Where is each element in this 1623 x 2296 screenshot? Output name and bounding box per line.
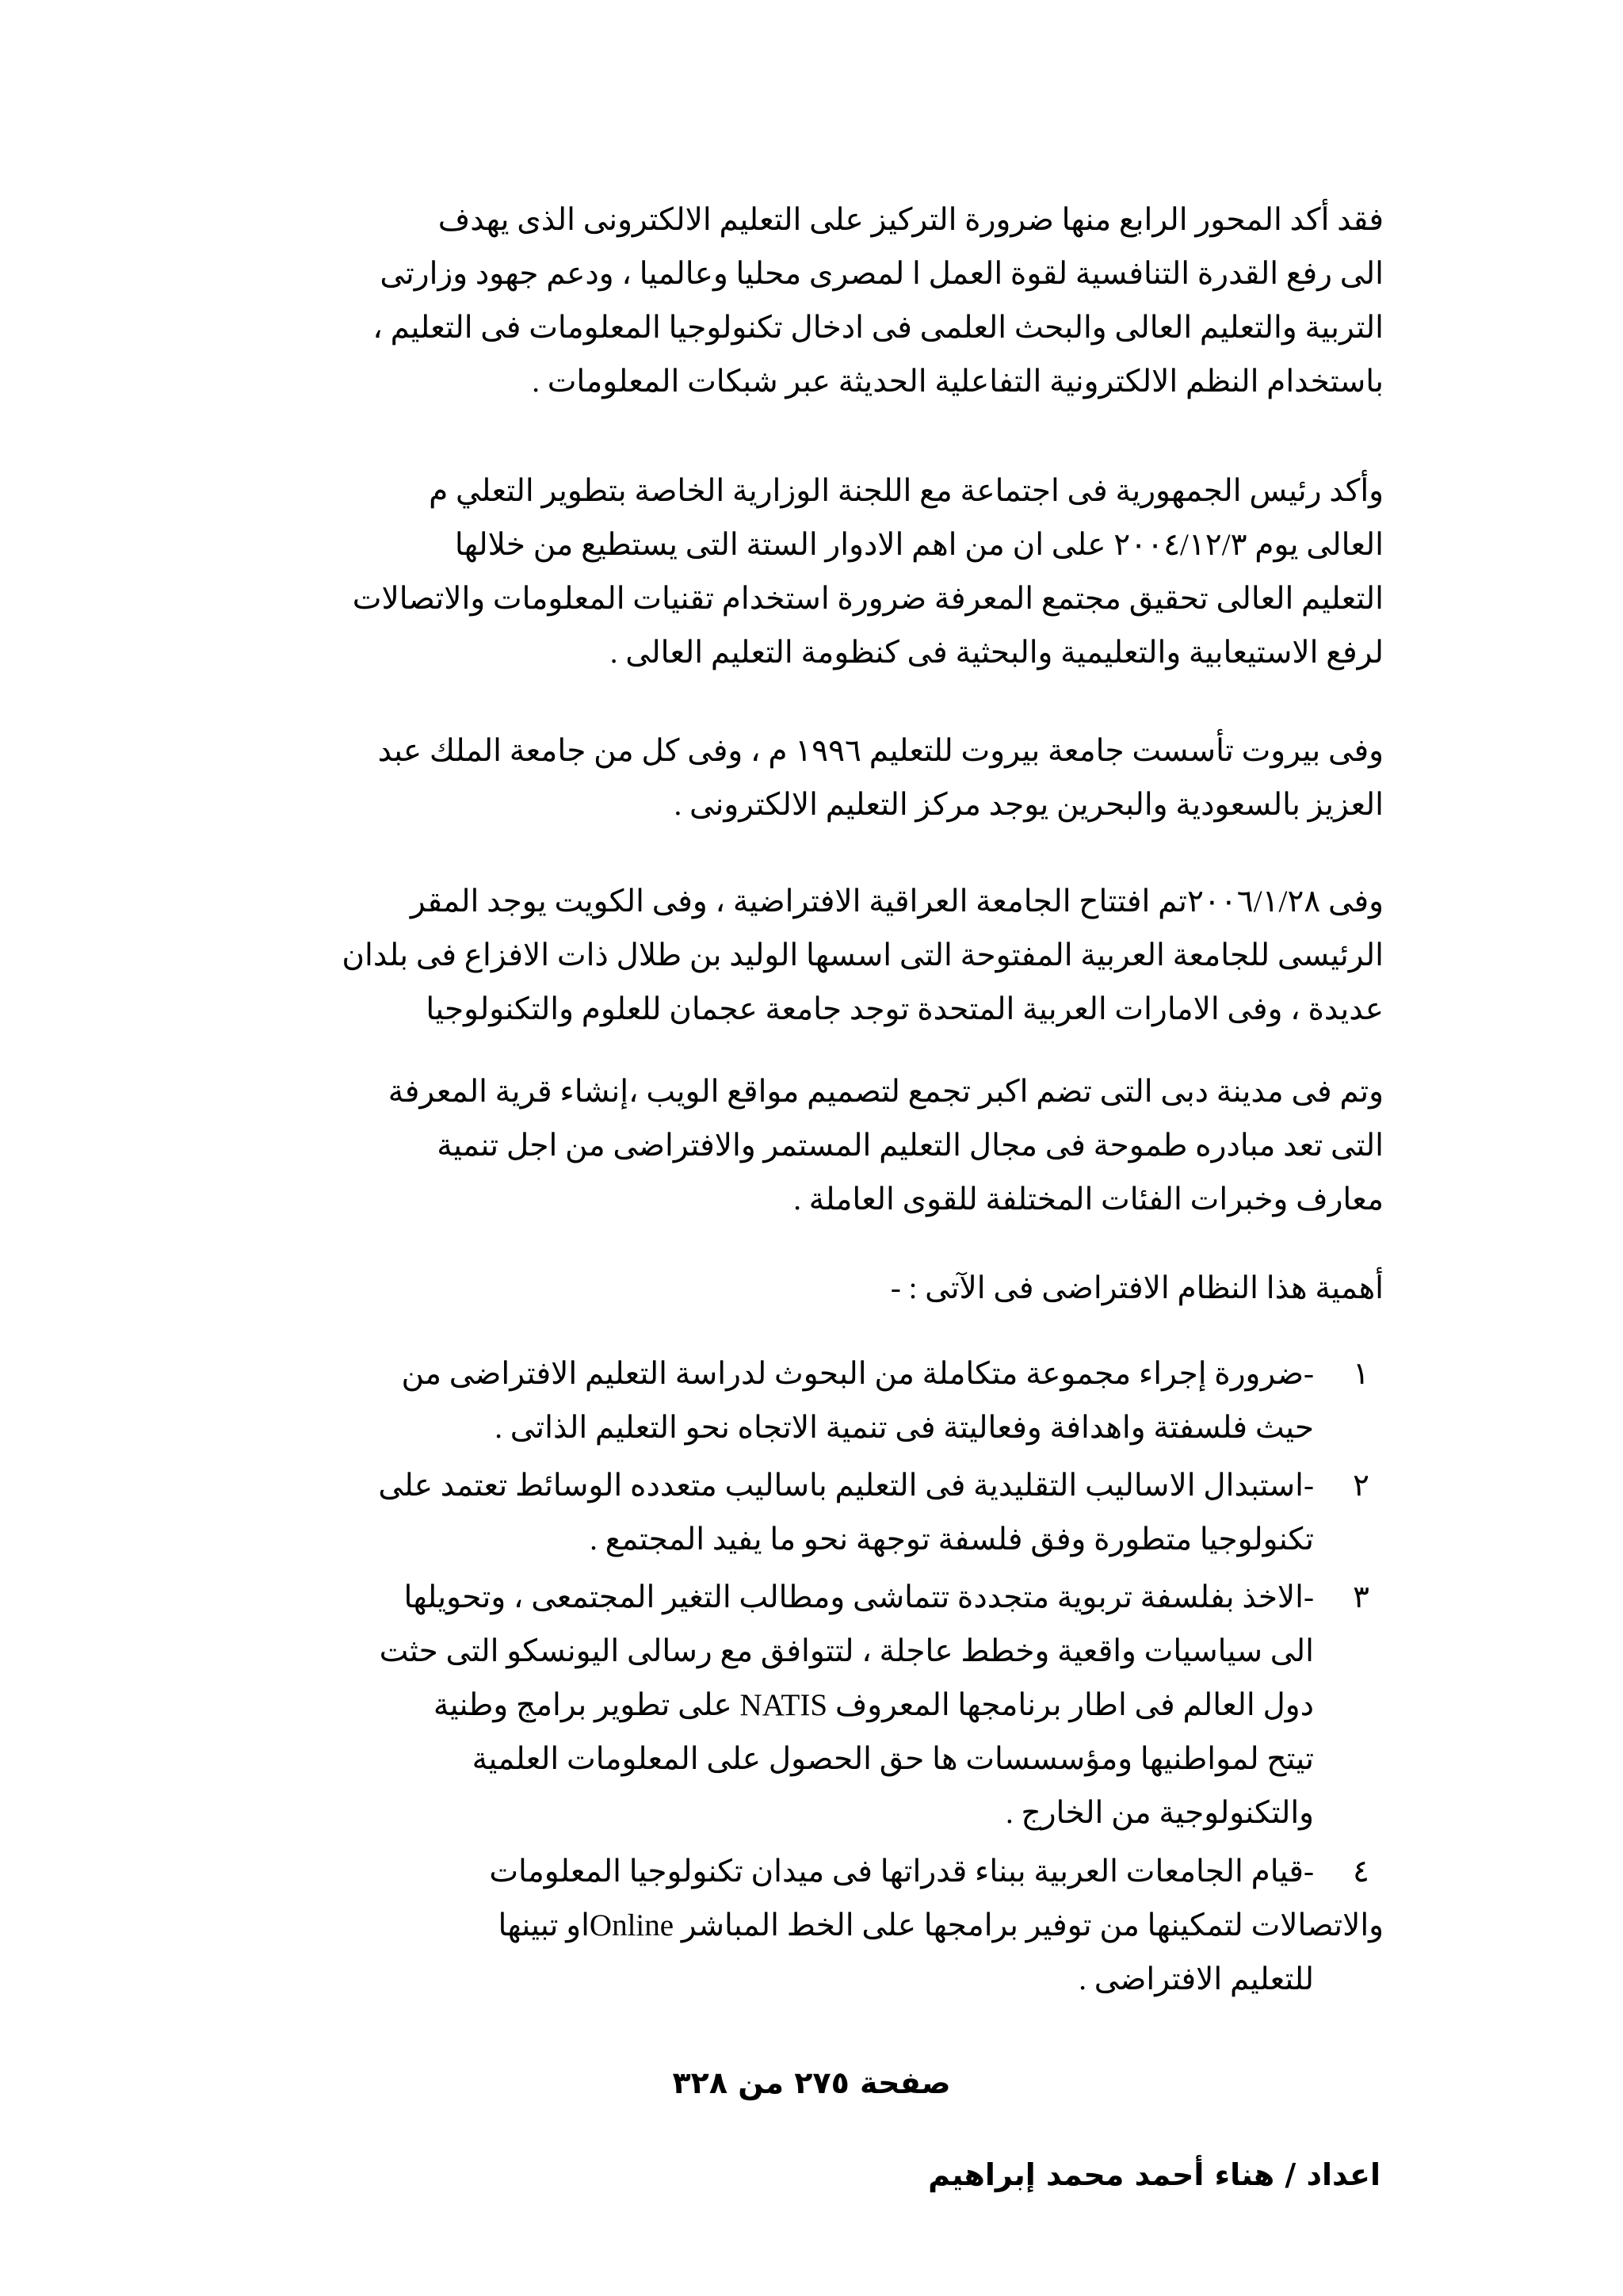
list-item-4-tail xyxy=(1079,1953,1314,2007)
list-number: ٣ xyxy=(1353,1580,1369,1614)
text-line: دول العالم فى اطار برنامجها المعروف NATIS على تطوير برامج وطنية xyxy=(433,1688,1314,1722)
text-line: والاتصالات لتمكينها من توفير برامجها على الخط المباشر Onlineاو تبينها xyxy=(498,1908,1384,1943)
text-line: -قيام الجامعات العربية ببناء قدراتها فى ميدان تكنولوجيا المعلومات xyxy=(489,1855,1314,1889)
text-line: تكنولوجيا متطورة وفق فلسفة توجهة نحو ما يفيد المجتمع . xyxy=(590,1522,1314,1557)
list-number: ١ xyxy=(1353,1357,1369,1391)
text-line: وتم فى مدينة دبى التى تضم اكبر تجمع لتصميم مواقع الويب ،إنشاء قرية المعرفة xyxy=(388,1075,1384,1109)
list-number: ٤ xyxy=(1353,1855,1369,1889)
text-line: وأكد رئيس الجمهورية فى اجتماعة مع اللجنة الوزارية الخاصة بتطوير التعلي م xyxy=(429,474,1384,508)
page-number: صفحة ٢٧٥ من ٣٢٨ xyxy=(672,2065,951,2100)
paragraph-3 xyxy=(378,724,1384,832)
list-number: ٢ xyxy=(1353,1469,1369,1503)
list-item-3 xyxy=(244,1571,1369,1844)
list-item-2 xyxy=(244,1459,1369,1570)
text-line: الى سياسيات واقعية وخطط عاجلة ، لتتوافق مع رسالى اليونسكو التى حثت xyxy=(379,1634,1314,1668)
text-line: العزيز بالسعودية والبحرين يوجد مركز التعليم الالكترونى . xyxy=(674,788,1384,822)
list-intro xyxy=(891,1262,1384,1316)
list-item-4-continuation xyxy=(498,1899,1384,1953)
paragraph-4 xyxy=(342,875,1384,1037)
text-line: وفى بيروت تأسست جامعة بيروت للتعليم ١٩٩٦ م ، وفى كل من جامعة الملك عبد xyxy=(377,734,1384,768)
text-line: الى رفع القدرة التنافسية لقوة العمل ا لمصرى محليا وعالميا ، ودعم جهود وزارتى xyxy=(380,257,1384,291)
paragraph-1 xyxy=(372,193,1384,409)
text-line: تيتح لمواطنيها ومؤسسسات ها حق الحصول على المعلومات العلمية xyxy=(472,1742,1314,1776)
paragraph-5 xyxy=(388,1065,1384,1227)
list-item-text xyxy=(378,1459,1314,1567)
text-line: وفى ٢٠٠٦/١/٢٨تم افتتاح الجامعة العراقية الافتراضية ، وفى الكويت يوجد المقر xyxy=(410,884,1384,919)
text-line: -ضرورة إجراء مجموعة متكاملة من البحوث لدراسة التعليم الافتراضى من xyxy=(401,1357,1314,1391)
list-item-text xyxy=(401,1347,1314,1455)
text-line: للتعليم الافتراضى . xyxy=(1079,1962,1314,1996)
text-line: التربية والتعليم العالى والبحث العلمى فى ادخال تكنولوجيا المعلومات فى التعليم ، xyxy=(372,311,1384,345)
text-line: معارف وخبرات الفئات المختلفة للقوى العاملة . xyxy=(793,1182,1384,1217)
list-item-text xyxy=(380,1571,1314,1840)
paragraph-2 xyxy=(353,464,1384,680)
text-line: -استبدال الاساليب التقليدية فى التعليم باساليب متعدده الوسائط تعتمد على xyxy=(378,1469,1314,1503)
text-line: -الاخذ بفلسفة تربوية متجددة تتماشى ومطالب التغير المجتمعى ، وتحويلها xyxy=(403,1580,1314,1614)
text-line: أهمية هذا النظام الافتراضى فى الآتى : - xyxy=(890,1271,1384,1305)
text-line: الرئيسى للجامعة العربية المفتوحة التى اسسها الوليد بن طلال ذات الافزاع فى بلدان xyxy=(342,938,1384,972)
text-line: التعليم العالى تحقيق مجتمع المعرفة ضرورة استخدام تقنيات المعلومات والاتصالات xyxy=(352,582,1384,616)
text-line: فقد أكد المحور الرابع منها ضرورة التركيز على التعليم الالكترونى الذى يهدف xyxy=(437,203,1384,237)
text-line: والتكنولوجية من الخارج . xyxy=(1006,1796,1314,1830)
text-line: عديدة ، وفى الامارات العربية المتحدة توجد جامعة عجمان للعلوم والتكنولوجيا xyxy=(426,992,1384,1026)
text-line: باستخدام النظم الالكترونية التفاعلية الحديثة عبر شبكات المعلومات . xyxy=(532,365,1384,399)
text-line: لرفع الاستيعابية والتعليمية والبحثية فى كنظومة التعليم العالى . xyxy=(609,636,1384,670)
list-item-text xyxy=(489,1845,1314,1899)
text-line: العالى يوم ٢٠٠٤/١٢/٣ على ان من اهم الادوار الستة التى يستطيع من خلالها xyxy=(454,528,1384,562)
text-line: حيث فلسفتة واهدافة وفعاليتة فى تنمية الاتجاه نحو التعليم الذاتى . xyxy=(495,1411,1314,1445)
author-credit: اعداد / هناء أحمد محمد إبراهيم xyxy=(928,2157,1381,2192)
list-item-1 xyxy=(244,1347,1369,1458)
text-line: التى تعد مبادره طموحة فى مجال التعليم المستمر والافتراضى من اجل تنمية xyxy=(437,1129,1384,1163)
